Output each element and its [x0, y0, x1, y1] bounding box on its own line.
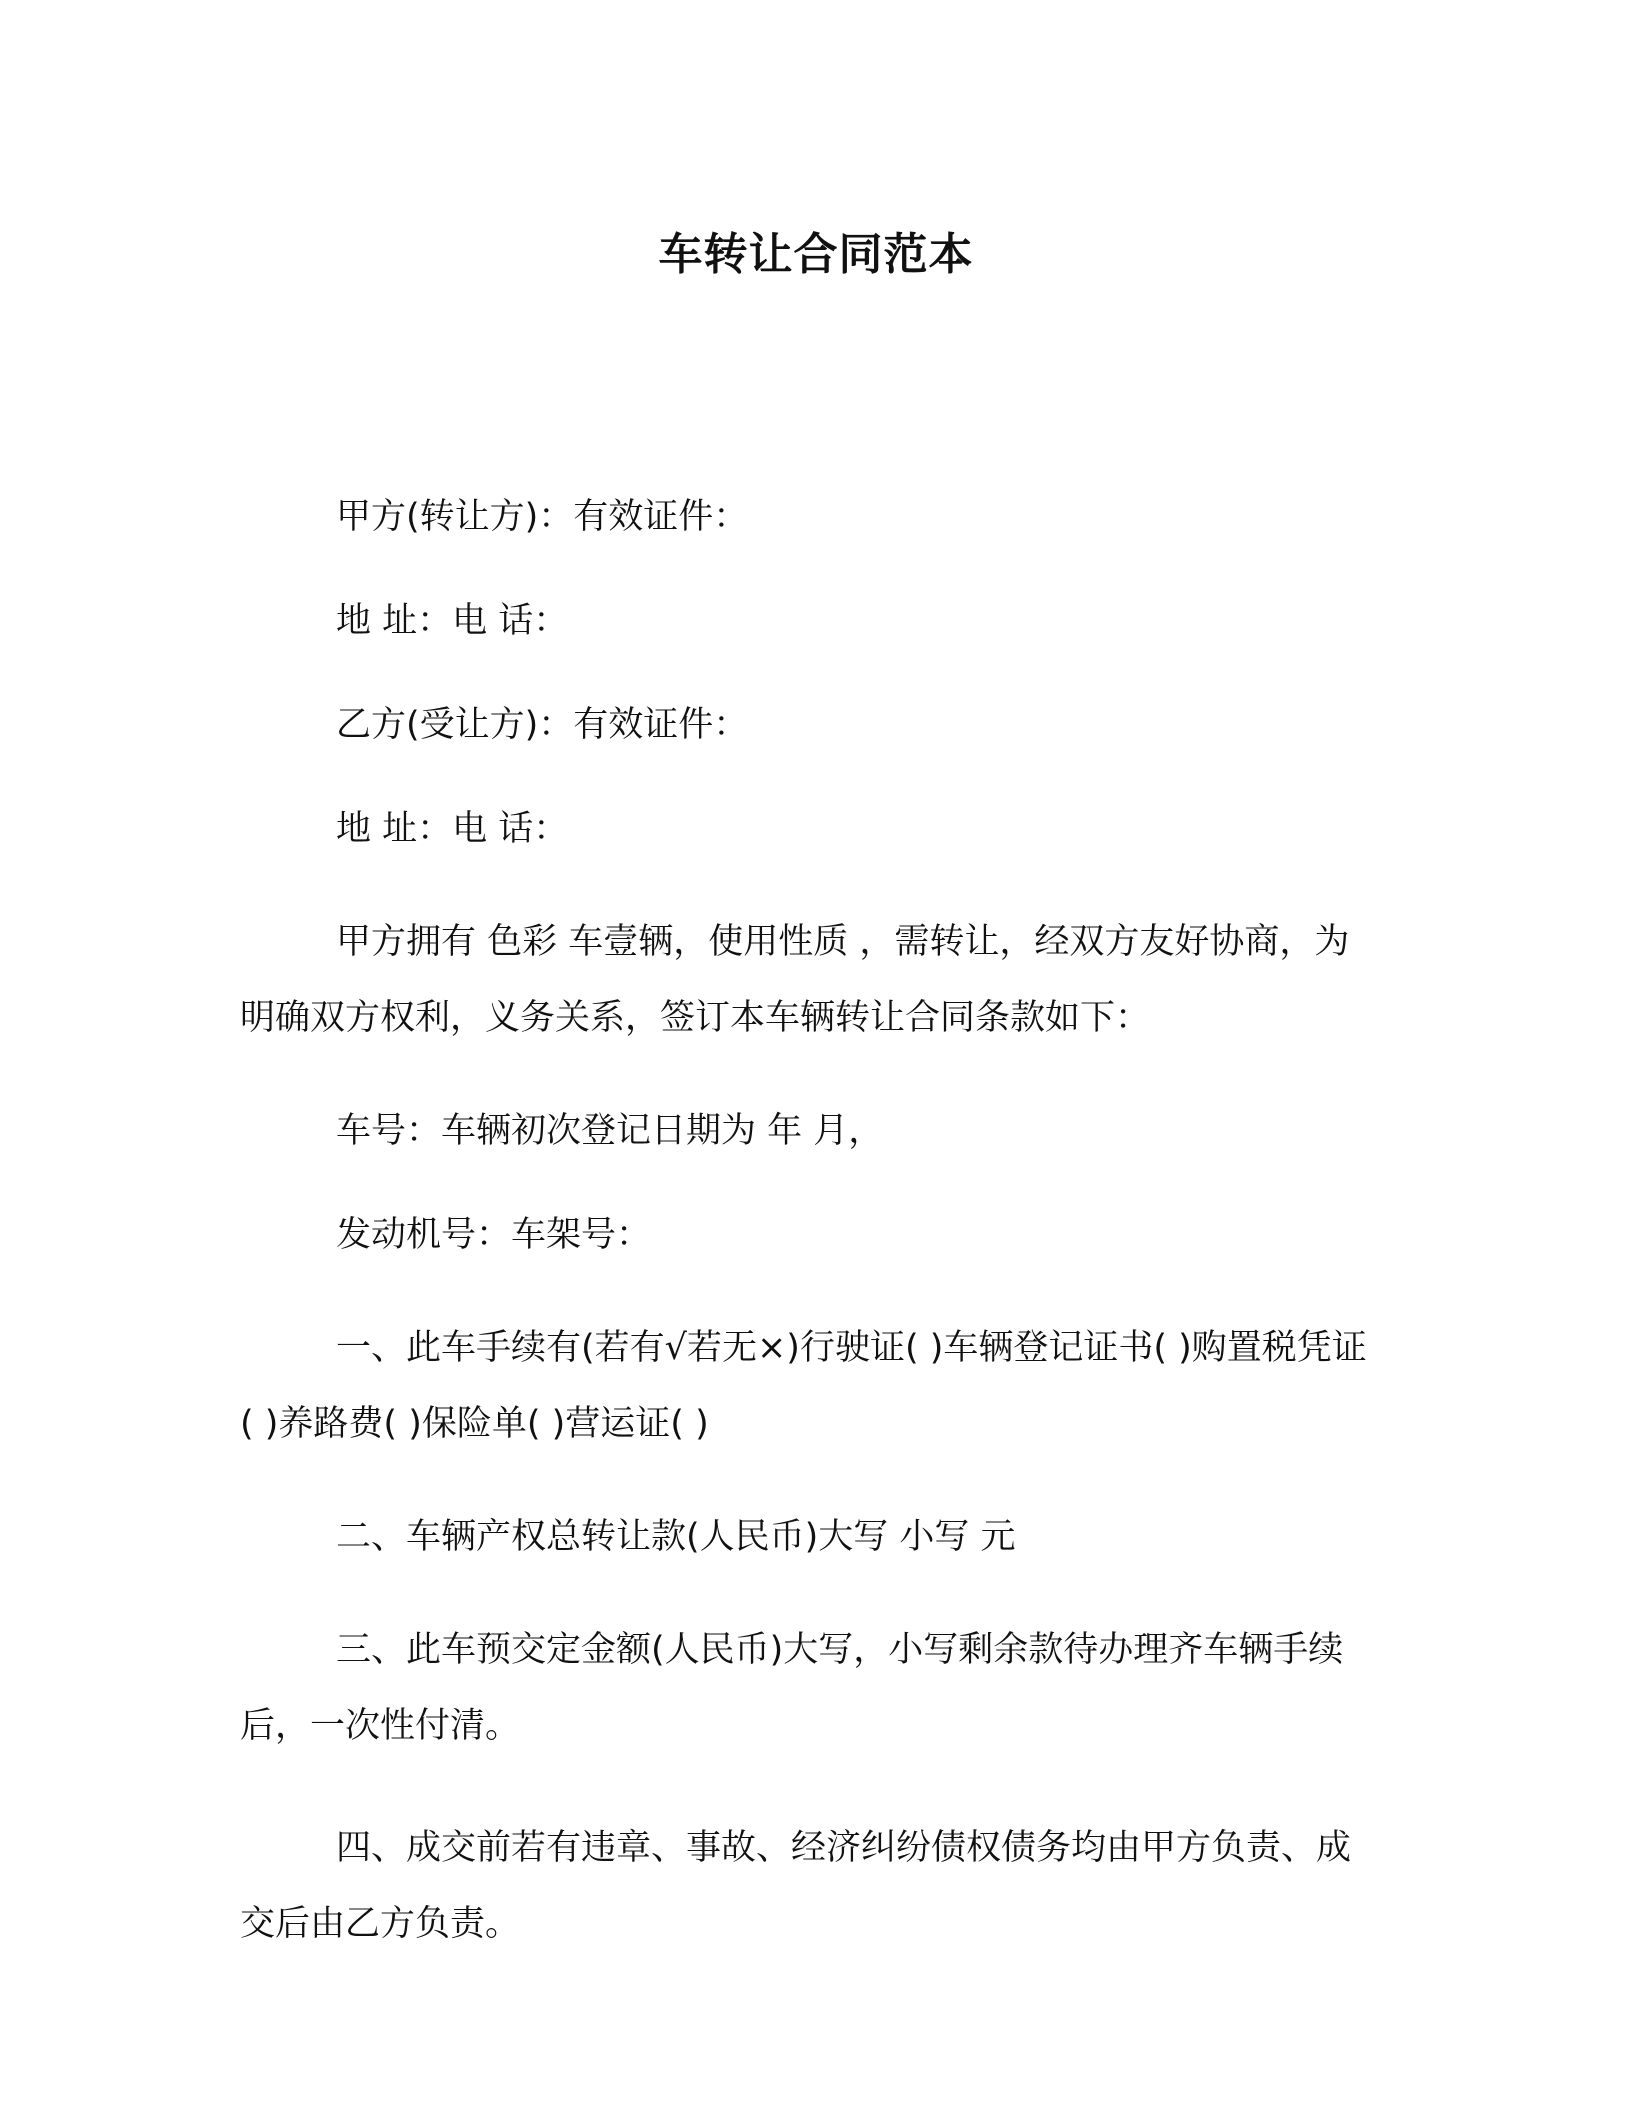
document-body	[240, 488, 1370, 2008]
clause-2: 二、车辆产权总转让款(人民币)大写 小写 元	[336, 1517, 1016, 1557]
vehicle-plate-line: 车号：车辆初次登记日期为 年 月，	[336, 1111, 884, 1151]
party-a-address-phone: 地 址：电 话：	[336, 601, 569, 641]
clause-3: 三、此车预交定金额(人民币)大写，小写剩余款待办理齐车辆手续后，一次性付清。	[240, 1630, 1344, 1746]
party-b-address-phone: 地 址：电 话：	[336, 809, 569, 849]
clause-1: 一、此车手续有(若有√若无×)行驶证( )车辆登记证书( )购置税凭证( )养路费( )保险单( )营运证( )	[240, 1328, 1367, 1444]
party-a-line: 甲方(转让方)：有效证件：	[336, 497, 749, 537]
engine-frame-line: 发动机号：车架号：	[336, 1215, 652, 1255]
clause-4: 四、成交前若有违章、事故、经济纠纷债权债务均由甲方负责、成交后由乙方负责。	[240, 1828, 1352, 1944]
party-b-line: 乙方(受让方)：有效证件：	[336, 705, 749, 745]
intro-paragraph: 甲方拥有 色彩 车壹辆，使用性质 ，需转让，经双方友好协商，为明确双方权利，义务关系，签订本车辆转让合同条款如下：	[240, 922, 1350, 1038]
document-title: 车转让合同范本	[658, 229, 974, 280]
